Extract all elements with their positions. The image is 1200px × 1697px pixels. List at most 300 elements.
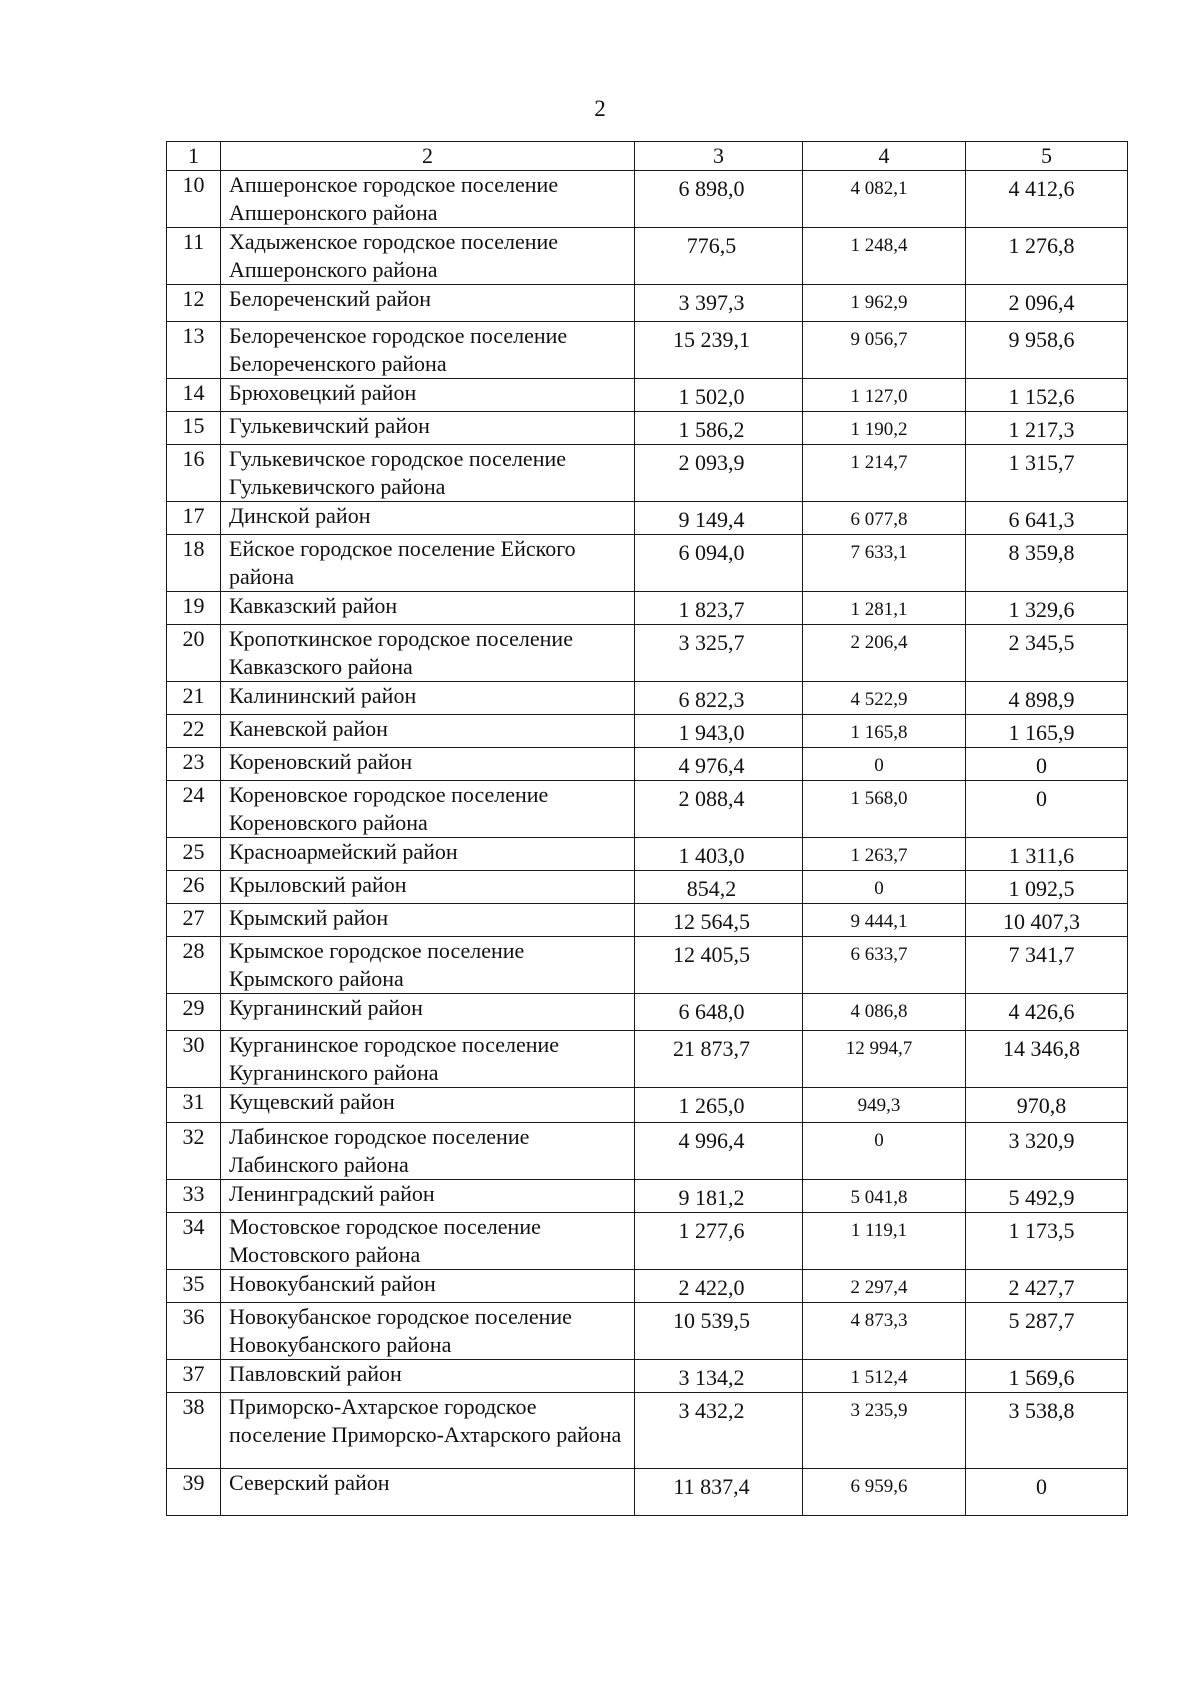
value-col4-cell xyxy=(803,1031,966,1088)
value-col5-cell xyxy=(966,228,1128,285)
value-col3-cell xyxy=(635,838,803,871)
row-number-cell xyxy=(167,682,221,715)
municipality-name-text: Мостовское городское поселение Мостовского района xyxy=(229,1214,541,1267)
value-col4-text: 0 xyxy=(874,755,884,776)
value-col4-text: 4 873,3 xyxy=(850,1310,908,1331)
value-col5-cell xyxy=(966,1031,1128,1088)
value-col4-text: 1 263,7 xyxy=(850,845,908,866)
table-row xyxy=(167,1270,1128,1303)
value-col3-text: 12 405,5 xyxy=(673,942,750,967)
value-col3-text: 2 422,0 xyxy=(678,1275,745,1300)
row-number-cell xyxy=(167,625,221,682)
row-number-text: 18 xyxy=(182,536,205,561)
value-col3-text: 776,5 xyxy=(686,233,737,258)
value-col5-cell xyxy=(966,715,1128,748)
value-col5-text: 2 096,4 xyxy=(1008,290,1075,315)
value-col4-cell xyxy=(803,838,966,871)
municipality-name-text: Апшеронское городское поселение Апшеронского района xyxy=(229,172,559,225)
row-number-cell xyxy=(167,838,221,871)
municipality-name-text: Белореченский район xyxy=(229,286,432,311)
column-header-2: 2 xyxy=(221,142,635,171)
row-number-text: 37 xyxy=(182,1361,205,1386)
municipality-name-text: Хадыженское городское поселение Апшеронского района xyxy=(229,229,559,282)
row-number-cell xyxy=(167,904,221,937)
value-col5-text: 9 958,6 xyxy=(1008,327,1075,352)
table-row xyxy=(167,1213,1128,1270)
value-col5-cell xyxy=(966,1213,1128,1270)
value-col5-cell xyxy=(966,535,1128,592)
value-col3-cell xyxy=(635,994,803,1031)
value-col5-text: 4 898,9 xyxy=(1008,687,1075,712)
value-col5-cell xyxy=(966,1303,1128,1360)
column-header-5: 5 xyxy=(966,142,1128,171)
value-col5-cell xyxy=(966,592,1128,625)
value-col4-text: 1 127,0 xyxy=(850,386,908,407)
municipality-name-cell xyxy=(221,1088,635,1123)
row-number-cell xyxy=(167,171,221,228)
row-number-cell xyxy=(167,1360,221,1393)
row-number-text: 25 xyxy=(182,839,205,864)
value-col3-text: 6 648,0 xyxy=(678,999,745,1024)
municipality-name-text: Крыловский район xyxy=(229,872,407,897)
value-col3-cell xyxy=(635,1123,803,1180)
row-number-text: 16 xyxy=(182,446,205,471)
value-col5-text: 1 092,5 xyxy=(1008,876,1075,901)
value-col5-text: 3 538,8 xyxy=(1008,1398,1075,1423)
value-col3-text: 9 149,4 xyxy=(678,507,745,532)
value-col5-cell xyxy=(966,1360,1128,1393)
value-col3-text: 854,2 xyxy=(686,876,737,901)
value-col3-text: 9 181,2 xyxy=(678,1185,745,1210)
value-col4-text: 1 214,7 xyxy=(850,452,908,473)
value-col4-text: 1 248,4 xyxy=(850,235,908,256)
row-number-text: 32 xyxy=(182,1124,205,1149)
municipality-name-text: Новокубанский район xyxy=(229,1271,436,1296)
value-col4-cell xyxy=(803,445,966,502)
municipality-name-cell xyxy=(221,994,635,1031)
value-col4-text: 3 235,9 xyxy=(850,1400,908,1421)
value-col3-text: 3 397,3 xyxy=(678,290,745,315)
value-col3-text: 11 837,4 xyxy=(673,1474,750,1499)
row-number-cell xyxy=(167,715,221,748)
municipality-name-text: Курганинское городское поселение Курганинского района xyxy=(229,1032,560,1085)
municipality-name-cell xyxy=(221,445,635,502)
value-col5-cell xyxy=(966,171,1128,228)
value-col4-text: 2 206,4 xyxy=(850,632,908,653)
municipality-name-cell xyxy=(221,285,635,322)
municipality-name-cell xyxy=(221,535,635,592)
value-col4-text: 949,3 xyxy=(857,1095,901,1116)
value-col4-cell xyxy=(803,322,966,379)
row-number-cell xyxy=(167,1303,221,1360)
table-row xyxy=(167,322,1128,379)
row-number-text: 13 xyxy=(182,323,205,348)
value-col5-text: 970,8 xyxy=(1016,1093,1067,1118)
value-col4-text: 4 082,1 xyxy=(850,178,908,199)
value-col3-text: 10 539,5 xyxy=(673,1308,750,1333)
value-col5-text: 10 407,3 xyxy=(1003,909,1080,934)
table-row xyxy=(167,228,1128,285)
value-col3-text: 3 134,2 xyxy=(678,1365,745,1390)
municipality-name-cell xyxy=(221,904,635,937)
value-col3-text: 2 088,4 xyxy=(678,786,745,811)
value-col3-text: 21 873,7 xyxy=(673,1036,750,1061)
value-col3-cell xyxy=(635,904,803,937)
municipality-name-text: Кореновский район xyxy=(229,749,413,774)
value-col3-text: 1 943,0 xyxy=(678,720,745,745)
municipality-name-text: Кропоткинское городское поселение Кавказского района xyxy=(229,626,573,679)
value-col5-cell xyxy=(966,682,1128,715)
row-number-text: 31 xyxy=(182,1089,205,1114)
value-col5-cell xyxy=(966,502,1128,535)
value-col5-cell xyxy=(966,625,1128,682)
row-number-text: 39 xyxy=(182,1470,205,1495)
value-col5-cell xyxy=(966,412,1128,445)
table-body xyxy=(167,171,1128,1516)
municipality-name-cell xyxy=(221,682,635,715)
table-row xyxy=(167,171,1128,228)
value-col3-cell xyxy=(635,502,803,535)
value-col3-text: 15 239,1 xyxy=(673,327,750,352)
row-number-cell xyxy=(167,228,221,285)
value-col5-text: 7 341,7 xyxy=(1008,942,1075,967)
value-col3-text: 1 277,6 xyxy=(678,1218,745,1243)
row-number-cell xyxy=(167,592,221,625)
table-row xyxy=(167,379,1128,412)
value-col4-text: 6 633,7 xyxy=(850,944,908,965)
value-col5-text: 0 xyxy=(1036,786,1047,811)
table-row xyxy=(167,1180,1128,1213)
table-row xyxy=(167,1360,1128,1393)
municipality-name-cell xyxy=(221,715,635,748)
value-col5-cell xyxy=(966,1180,1128,1213)
value-col4-text: 12 994,7 xyxy=(845,1038,913,1059)
value-col4-text: 5 041,8 xyxy=(850,1187,908,1208)
value-col4-text: 9 444,1 xyxy=(850,911,908,932)
value-col3-cell xyxy=(635,937,803,994)
municipality-name-text: Каневской район xyxy=(229,716,388,741)
value-col5-text: 1 315,7 xyxy=(1008,450,1075,475)
value-col4-cell xyxy=(803,1469,966,1516)
row-number-cell xyxy=(167,937,221,994)
municipality-name-cell xyxy=(221,838,635,871)
row-number-text: 27 xyxy=(182,905,205,930)
municipality-name-text: Лабинское городское поселение Лабинского района xyxy=(229,1124,530,1177)
row-number-text: 38 xyxy=(182,1394,205,1419)
value-col3-cell xyxy=(635,445,803,502)
column-header-1: 1 xyxy=(167,142,221,171)
municipality-name-cell xyxy=(221,1360,635,1393)
row-number-cell xyxy=(167,994,221,1031)
value-col5-text: 1 276,8 xyxy=(1008,233,1075,258)
value-col4-cell xyxy=(803,748,966,781)
row-number-cell xyxy=(167,285,221,322)
row-number-text: 22 xyxy=(182,716,205,741)
value-col4-text: 1 281,1 xyxy=(850,599,908,620)
value-col4-cell xyxy=(803,171,966,228)
row-number-text: 11 xyxy=(182,229,205,254)
row-number-cell xyxy=(167,748,221,781)
value-col4-text: 0 xyxy=(874,878,884,899)
value-col4-cell xyxy=(803,1270,966,1303)
row-number-text: 34 xyxy=(182,1214,205,1239)
row-number-cell xyxy=(167,322,221,379)
value-col4-cell xyxy=(803,937,966,994)
value-col4-text: 6 077,8 xyxy=(850,509,908,530)
value-col3-text: 1 265,0 xyxy=(678,1093,745,1118)
municipality-name-cell xyxy=(221,781,635,838)
municipality-name-cell xyxy=(221,1469,635,1516)
value-col4-cell xyxy=(803,1180,966,1213)
value-col4-text: 2 297,4 xyxy=(850,1277,908,1298)
row-number-cell xyxy=(167,379,221,412)
value-col4-cell xyxy=(803,502,966,535)
value-col3-text: 1 823,7 xyxy=(678,597,745,622)
value-col3-cell xyxy=(635,781,803,838)
value-col3-cell xyxy=(635,412,803,445)
value-col5-text: 1 217,3 xyxy=(1008,417,1075,442)
value-col4-cell xyxy=(803,1393,966,1469)
value-col3-text: 6 822,3 xyxy=(678,687,745,712)
value-col4-text: 1 190,2 xyxy=(850,419,908,440)
table-row xyxy=(167,1123,1128,1180)
row-number-cell xyxy=(167,412,221,445)
value-col5-cell xyxy=(966,1270,1128,1303)
value-col4-text: 1 962,9 xyxy=(850,292,908,313)
row-number-text: 15 xyxy=(182,413,205,438)
value-col3-cell xyxy=(635,1469,803,1516)
value-col5-text: 2 345,5 xyxy=(1008,630,1075,655)
municipality-name-cell xyxy=(221,592,635,625)
value-col3-cell xyxy=(635,1180,803,1213)
value-col3-cell xyxy=(635,228,803,285)
column-header-3: 3 xyxy=(635,142,803,171)
value-col4-cell xyxy=(803,625,966,682)
row-number-text: 35 xyxy=(182,1271,205,1296)
table-row xyxy=(167,445,1128,502)
table-row xyxy=(167,1088,1128,1123)
value-col3-cell xyxy=(635,625,803,682)
value-col3-text: 2 093,9 xyxy=(678,450,745,475)
value-col3-cell xyxy=(635,871,803,904)
value-col3-cell xyxy=(635,1393,803,1469)
row-number-cell xyxy=(167,1469,221,1516)
value-col3-text: 3 325,7 xyxy=(678,630,745,655)
row-number-cell xyxy=(167,1213,221,1270)
value-col3-cell xyxy=(635,1088,803,1123)
value-col3-cell xyxy=(635,322,803,379)
value-col3-text: 1 403,0 xyxy=(678,843,745,868)
row-number-cell xyxy=(167,502,221,535)
municipality-name-text: Белореченское городское поселение Белореченского района xyxy=(229,323,568,376)
table-row xyxy=(167,592,1128,625)
value-col5-text: 1 173,5 xyxy=(1008,1218,1075,1243)
value-col3-cell xyxy=(635,535,803,592)
value-col3-text: 6 094,0 xyxy=(678,540,745,565)
municipality-name-cell xyxy=(221,1303,635,1360)
municipality-name-cell xyxy=(221,502,635,535)
municipality-name-text: Крымское городское поселение Крымского района xyxy=(229,938,525,991)
value-col5-text: 2 427,7 xyxy=(1008,1275,1075,1300)
value-col3-text: 6 898,0 xyxy=(678,176,745,201)
municipality-name-text: Кущевский район xyxy=(229,1089,395,1114)
table-row xyxy=(167,904,1128,937)
value-col4-text: 4 522,9 xyxy=(850,689,908,710)
value-col3-cell xyxy=(635,1031,803,1088)
value-col3-cell xyxy=(635,1303,803,1360)
value-col3-cell xyxy=(635,748,803,781)
value-col4-cell xyxy=(803,285,966,322)
table-row xyxy=(167,412,1128,445)
value-col5-text: 8 359,8 xyxy=(1008,540,1075,565)
value-col3-text: 1 502,0 xyxy=(678,384,745,409)
municipality-name-cell xyxy=(221,322,635,379)
value-col5-text: 1 569,6 xyxy=(1008,1365,1075,1390)
value-col5-cell xyxy=(966,1469,1128,1516)
value-col5-text: 6 641,3 xyxy=(1008,507,1075,532)
value-col4-cell xyxy=(803,1088,966,1123)
value-col3-cell xyxy=(635,715,803,748)
table-row xyxy=(167,748,1128,781)
table-row xyxy=(167,1393,1128,1469)
value-col4-text: 1 512,4 xyxy=(850,1367,908,1388)
value-col5-text: 1 165,9 xyxy=(1008,720,1075,745)
municipality-name-cell xyxy=(221,625,635,682)
row-number-text: 24 xyxy=(182,782,205,807)
data-table xyxy=(166,141,1128,1516)
row-number-text: 26 xyxy=(182,872,205,897)
value-col5-text: 1 311,6 xyxy=(1008,843,1075,868)
table-row xyxy=(167,285,1128,322)
table-row xyxy=(167,625,1128,682)
municipality-name-cell xyxy=(221,228,635,285)
municipality-name-text: Приморско-Ахтарское городское поселение Приморско-Ахтарского района xyxy=(229,1394,622,1447)
value-col5-text: 5 492,9 xyxy=(1008,1185,1075,1210)
value-col4-cell xyxy=(803,379,966,412)
municipality-name-text: Брюховецкий район xyxy=(229,380,417,405)
value-col5-text: 14 346,8 xyxy=(1003,1036,1080,1061)
table-header-row xyxy=(167,142,1128,171)
table-row xyxy=(167,535,1128,592)
table-row xyxy=(167,781,1128,838)
value-col5-cell xyxy=(966,379,1128,412)
value-col4-cell xyxy=(803,1123,966,1180)
row-number-cell xyxy=(167,871,221,904)
row-number-text: 12 xyxy=(182,286,205,311)
value-col5-cell xyxy=(966,937,1128,994)
value-col4-cell xyxy=(803,904,966,937)
value-col4-cell xyxy=(803,1213,966,1270)
value-col4-cell xyxy=(803,535,966,592)
value-col4-text: 0 xyxy=(874,1130,884,1151)
value-col5-cell xyxy=(966,445,1128,502)
table-row xyxy=(167,682,1128,715)
value-col4-cell xyxy=(803,228,966,285)
table-row xyxy=(167,1031,1128,1088)
value-col5-text: 0 xyxy=(1036,753,1047,778)
value-col4-cell xyxy=(803,1360,966,1393)
row-number-text: 23 xyxy=(182,749,205,774)
row-number-text: 29 xyxy=(182,995,205,1020)
municipality-name-cell xyxy=(221,871,635,904)
row-number-text: 21 xyxy=(182,683,205,708)
page-number: 2 xyxy=(594,96,606,121)
value-col3-cell xyxy=(635,592,803,625)
row-number-text: 33 xyxy=(182,1181,205,1206)
value-col4-cell xyxy=(803,994,966,1031)
row-number-cell xyxy=(167,1270,221,1303)
row-number-text: 36 xyxy=(182,1304,205,1329)
value-col3-cell xyxy=(635,1360,803,1393)
row-number-text: 17 xyxy=(182,503,205,528)
municipality-name-cell xyxy=(221,412,635,445)
row-number-cell xyxy=(167,1031,221,1088)
municipality-name-text: Динской район xyxy=(229,503,371,528)
value-col4-cell xyxy=(803,715,966,748)
value-col4-cell xyxy=(803,1303,966,1360)
table-row xyxy=(167,1303,1128,1360)
value-col3-text: 1 586,2 xyxy=(678,417,745,442)
value-col5-text: 4 426,6 xyxy=(1008,999,1075,1024)
value-col3-text: 12 564,5 xyxy=(673,909,750,934)
value-col4-text: 1 165,8 xyxy=(850,722,908,743)
municipality-name-cell xyxy=(221,748,635,781)
value-col5-cell xyxy=(966,1123,1128,1180)
value-col3-cell xyxy=(635,171,803,228)
table-row xyxy=(167,871,1128,904)
row-number-cell xyxy=(167,535,221,592)
value-col3-text: 4 996,4 xyxy=(678,1128,745,1153)
row-number-cell xyxy=(167,1088,221,1123)
municipality-name-text: Ейское городское поселение Ейского района xyxy=(229,536,576,589)
value-col4-text: 1 119,1 xyxy=(850,1220,908,1241)
value-col4-text: 7 633,1 xyxy=(850,542,908,563)
municipality-name-text: Ленинградский район xyxy=(229,1181,435,1206)
value-col5-cell xyxy=(966,285,1128,322)
municipality-name-cell xyxy=(221,1180,635,1213)
value-col4-cell xyxy=(803,871,966,904)
row-number-text: 20 xyxy=(182,626,205,651)
column-header-4: 4 xyxy=(803,142,966,171)
value-col5-cell xyxy=(966,994,1128,1031)
value-col5-cell xyxy=(966,871,1128,904)
municipality-name-text: Калининский район xyxy=(229,683,417,708)
value-col5-text: 1 152,6 xyxy=(1008,384,1075,409)
value-col5-cell xyxy=(966,1088,1128,1123)
municipality-name-cell xyxy=(221,1270,635,1303)
row-number-cell xyxy=(167,445,221,502)
municipality-name-text: Новокубанское городское поселение Новокубанского района xyxy=(229,1304,572,1357)
municipality-name-text: Крымский район xyxy=(229,905,389,930)
municipality-name-text: Гулькевичский район xyxy=(229,413,430,438)
row-number-text: 19 xyxy=(182,593,205,618)
municipality-name-cell xyxy=(221,171,635,228)
municipality-name-cell xyxy=(221,379,635,412)
municipality-name-cell xyxy=(221,1213,635,1270)
value-col5-cell xyxy=(966,838,1128,871)
table-row xyxy=(167,937,1128,994)
municipality-name-cell xyxy=(221,1123,635,1180)
value-col4-cell xyxy=(803,781,966,838)
municipality-name-cell xyxy=(221,937,635,994)
municipality-name-text: Кавказский район xyxy=(229,593,398,618)
municipality-name-cell xyxy=(221,1393,635,1469)
value-col4-text: 6 959,6 xyxy=(850,1476,908,1497)
table-row xyxy=(167,715,1128,748)
row-number-cell xyxy=(167,1393,221,1469)
value-col3-cell xyxy=(635,682,803,715)
row-number-cell xyxy=(167,781,221,838)
